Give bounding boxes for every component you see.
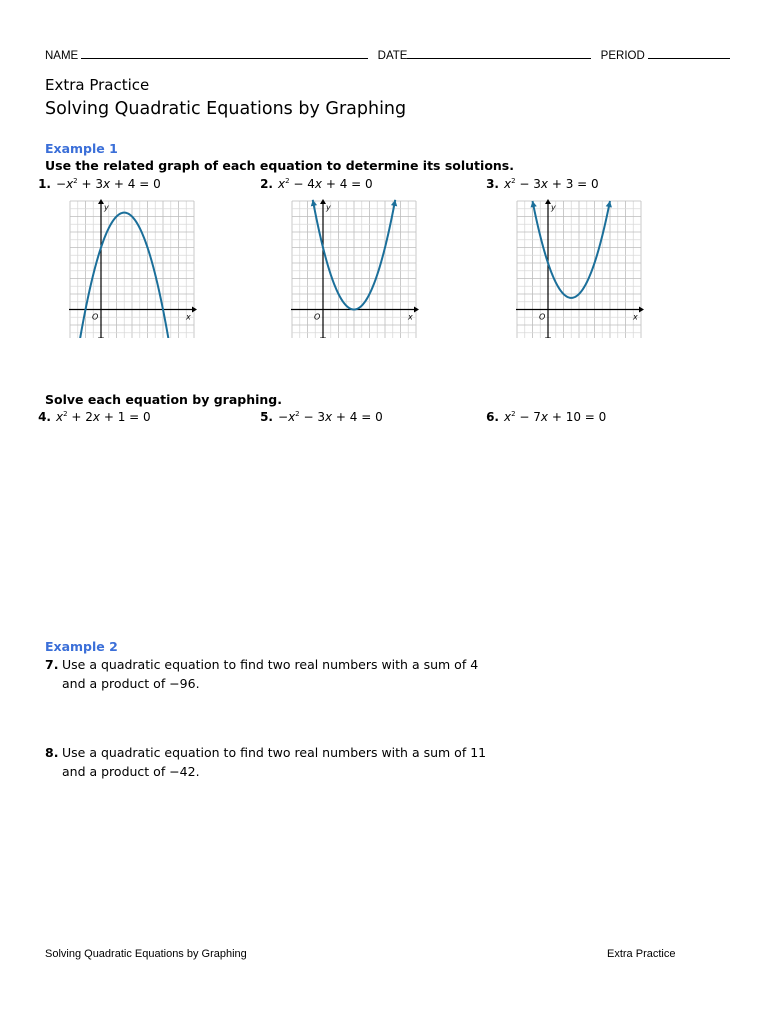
problem-equation: $x^2 + 2x + 1 = 0$ [56, 410, 151, 424]
problem-5 [255, 410, 383, 424]
x-axis-arrow [192, 307, 197, 313]
problem-number: 3. [486, 177, 499, 191]
y-axis-arrow-bottom [98, 338, 104, 339]
x-axis-arrow [639, 307, 644, 313]
name-field[interactable] [81, 47, 368, 59]
y-axis-label: y [326, 203, 331, 212]
period-label: PERIOD [600, 50, 645, 62]
problem-number: 4. [38, 410, 51, 424]
y-axis-arrow-bottom [545, 338, 551, 339]
worksheet-subtitle: Extra Practice [45, 76, 150, 94]
origin-label: O [539, 312, 546, 322]
problem-number: 8. [45, 745, 59, 760]
x-axis-arrow [414, 307, 419, 313]
origin-label: O [92, 312, 99, 322]
period-field[interactable] [648, 47, 730, 59]
x-axis-label: x [408, 312, 413, 322]
graph-problem-2 [290, 198, 420, 338]
problem-3 [481, 177, 599, 191]
problem-equation: $-x^2 - 3x + 4 = 0$ [278, 410, 383, 424]
date-label: DATE [377, 50, 408, 62]
x-axis-label: x [186, 312, 191, 322]
problem-text: Use a quadratic equation to find two real numbers with a sum of 4 and a product of −96. [62, 657, 479, 691]
problem-equation: $x^2 - 4x + 4 = 0$ [278, 177, 373, 191]
worksheet-title: Solving Quadratic Equations by Graphing [45, 99, 407, 119]
problem-text: Use a quadratic equation to find two real numbers with a sum of 11 and a product of −42. [62, 745, 487, 779]
graph-problem-1 [68, 198, 198, 338]
student-info-header [45, 47, 730, 62]
y-axis-label: y [104, 203, 109, 212]
problem-2 [255, 177, 373, 191]
problem-equation: $-x^2 + 3x + 4 = 0$ [56, 177, 161, 191]
y-axis-arrow-bottom [320, 338, 326, 339]
problem-equation: $x^2 - 3x + 3 = 0$ [504, 177, 599, 191]
problem-number: 2. [260, 177, 273, 191]
name-label: NAME [45, 50, 79, 62]
problem-number: 7. [45, 657, 59, 672]
problem-1 [33, 177, 161, 191]
y-axis-label: y [551, 203, 556, 212]
problem-8 [45, 743, 505, 781]
x-axis-label: x [633, 312, 638, 322]
problem-number: 5. [260, 410, 273, 424]
problem-number: 6. [486, 410, 499, 424]
solve-instruction: Solve each equation by graphing. [45, 392, 283, 407]
footer-left: Solving Quadratic Equations by Graphing [45, 948, 247, 960]
example1-instruction: Use the related graph of each equation to determine its solutions. [45, 158, 514, 173]
date-field[interactable] [407, 47, 591, 59]
origin-label: O [314, 312, 321, 322]
problem-equation: $x^2 - 7x + 10 = 0$ [504, 410, 607, 424]
footer-right: Extra Practice [607, 948, 676, 960]
problem-7 [45, 655, 505, 693]
graph-problem-3 [515, 198, 645, 338]
problem-4 [33, 410, 151, 424]
problem-6 [481, 410, 606, 424]
problem-number: 1. [38, 177, 51, 191]
example1-heading: Example 1 [45, 141, 118, 156]
example2-heading: Example 2 [45, 639, 118, 654]
